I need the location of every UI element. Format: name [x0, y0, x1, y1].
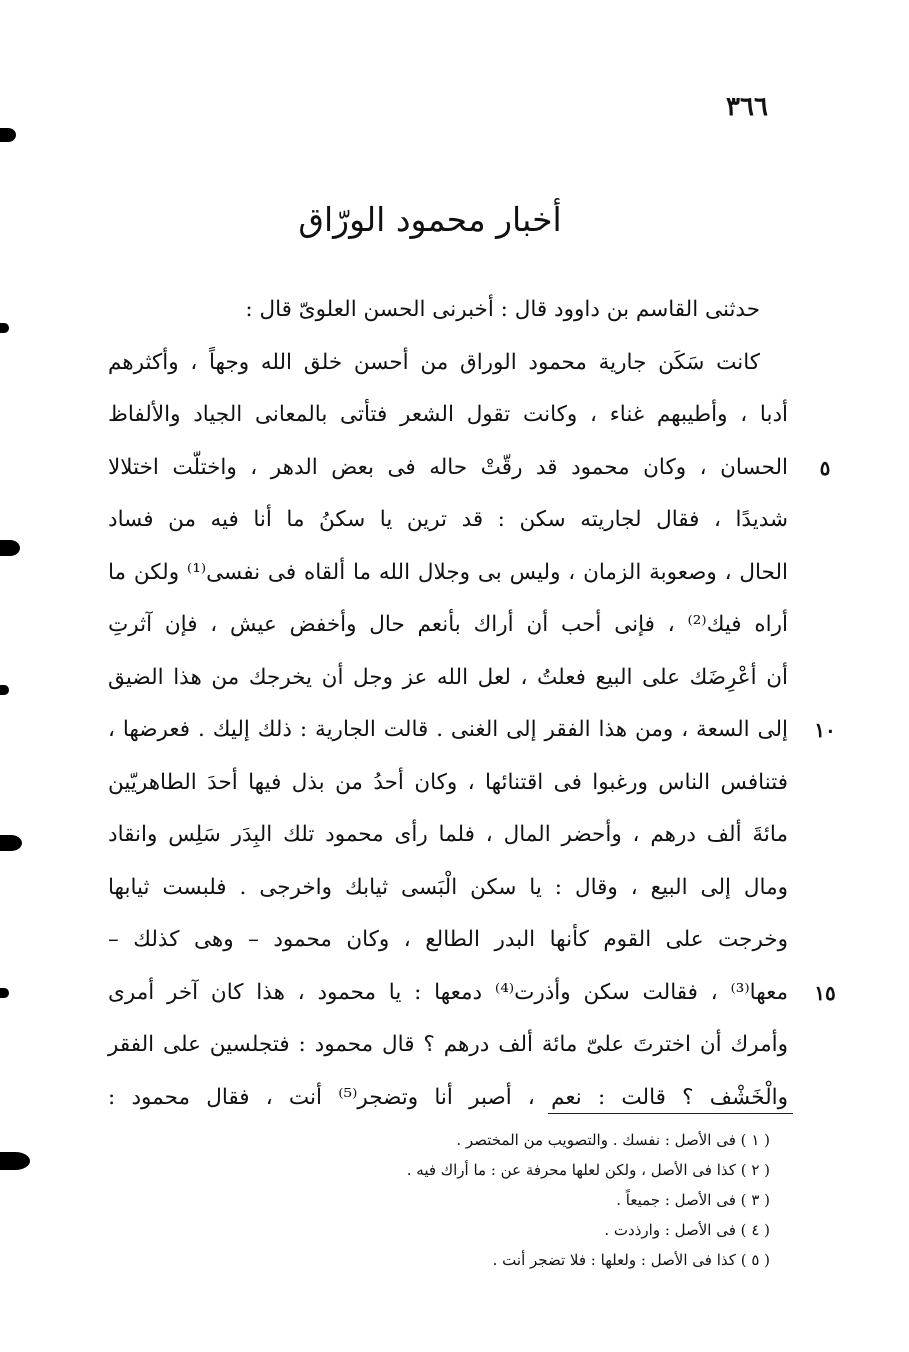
- text-line: معها⁽³⁾ ، فقالت سكن وأذرت⁽⁴⁾ دمعها : يا محمود ، هذا كان آخر أمرى: [108, 979, 789, 1005]
- line-number: ٥: [819, 455, 831, 480]
- text-line: أن أعْرِضَك على البيع فعلتُ ، لعل الله عز وجل أن يخرجك من هذا الضيق: [108, 664, 788, 690]
- footnote: ( ٢ ) كذا فى الأصل ، ولكن لعلها محرفة عن : ما أراك فيه .: [406, 1161, 770, 1179]
- footnote: ( ٥ ) كذا فى الأصل : ولعلها : فلا تضجر أنت .: [492, 1251, 770, 1269]
- text-line: وأمرك أن اخترتَ علىّ مائة ألف درهم ؟ قال محمود : فتجلسين على الفقر: [108, 1032, 788, 1057]
- footnote: ( ٤ ) فى الأصل : وارذدت .: [604, 1221, 770, 1239]
- scan-edge-mark: [0, 988, 9, 998]
- scan-edge-mark: [0, 323, 9, 333]
- footnote: ( ١ ) فى الأصل : نفسك . والتصويب من المختصر .: [456, 1131, 770, 1149]
- text-line: فتنافس الناس ورغبوا فى اقتنائها ، وكان أحدُ من بذل فيها أحدَ الطاهريّين: [108, 769, 788, 795]
- footnote-divider: [548, 1113, 793, 1114]
- scan-edge-mark: [0, 1152, 30, 1170]
- scan-edge-mark: [0, 128, 16, 142]
- text-line: ومال إلى البيع ، وقال : يا سكن الْبَسى ثيابك واخرجى . فلبست ثيابها: [108, 874, 788, 900]
- scan-edge-mark: [0, 685, 9, 695]
- text-line: وخرجت على القوم كأنها البدر الطالع ، وكان محمود – وهى كذلك –: [108, 927, 788, 952]
- text-line: الحسان ، وكان محمود قد رقّتْ حاله فى بعض الدهر ، واختلّت اختلالا: [108, 454, 788, 480]
- text-line: كانت سَكَن جارية محمود الوراق من أحسن خلق الله وجهاً ، وأكثرهم: [108, 349, 760, 375]
- text-line: شديدًا ، فقال لجاريته سكن : قد ترين يا سكنُ ما أنا فيه من فساد: [108, 507, 788, 532]
- text-line: حدثنى القاسم بن داوود قال : أخبرنى الحسن العلوىّ قال :: [245, 297, 760, 322]
- scan-edge-mark: [0, 835, 22, 851]
- text-line: مائةَ ألف درهم ، وأحضر المال ، فلما رأى محمود تلك البِدَر سَلِس وانقاد: [108, 822, 788, 847]
- scan-edge-mark: [0, 540, 20, 556]
- line-number: ١٥: [814, 980, 836, 1005]
- line-number: ١٠: [814, 718, 836, 742]
- footnote: ( ٣ ) فى الأصل : جميعاً .: [616, 1191, 770, 1209]
- text-line: أدبا ، وأطيبهم غناء ، وكانت تقول الشعر فتأتى بالمعانى الجياد والألفاظ: [108, 402, 788, 427]
- footnotes: [300, 1125, 770, 1275]
- body-text: [108, 284, 788, 1124]
- text-line: الحال ، وصعوبة الزمان ، وليس بى وجلال الله ما ألقاه فى نفسى⁽¹⁾ ولكن ما: [108, 559, 788, 585]
- chapter-title: أخبار محمود الورّاق: [298, 200, 562, 239]
- page-number: ٣٦٦: [726, 92, 768, 122]
- text-line: إلى السعة ، ومن هذا الفقر إلى الغنى . قالت الجارية : ذلك إليك . فعرضها ،: [108, 717, 788, 742]
- text-line: والْخَشْف ؟ قالت : نعم ، أصبر أنا وتضجر⁽⁵⁾ أنت ، فقال محمود :: [108, 1084, 788, 1110]
- text-line: أراه فيك⁽²⁾ ، فإنى أحب أن أراك بأنعم حال وأخفض عيش ، فإن آثرتِ: [108, 612, 788, 637]
